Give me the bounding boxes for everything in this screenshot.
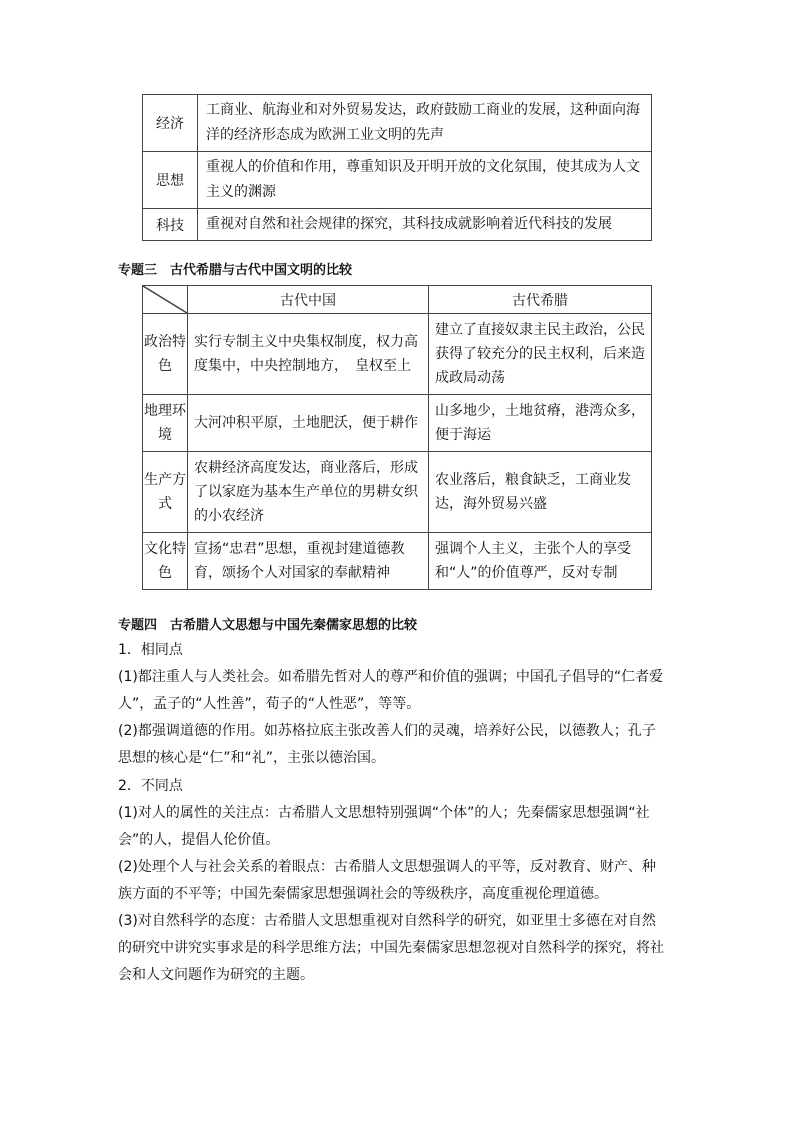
row-label: 经济 [143, 95, 198, 152]
greece-cell: 农业落后，粮食缺乏，工商业发达，海外贸易兴盛 [429, 452, 652, 533]
row-text: 重视人的价值和作用，尊重知识及开明开放的文化氛围，使其成为人文主义的渊源 [198, 152, 652, 209]
header-greece: 古代希腊 [429, 286, 652, 314]
row-text: 重视对自然和社会规律的探究，其科技成就影响着近代科技的发展 [198, 209, 652, 241]
diagonal-line [143, 286, 187, 313]
greece-cell: 山多地少，土地贫瘠，港湾众多，便于海运 [429, 395, 652, 452]
china-cell: 宣扬“忠君”思想，重视封建道德教育，颂扬个人对国家的奉献精神 [188, 533, 429, 590]
china-cell: 实行专制主义中央集权制度，权力高度集中，中央控制地方， 皇权至上 [188, 314, 429, 395]
topic3-heading: 专题三 古代希腊与古代中国文明的比较 [118, 263, 353, 278]
row-label: 地理环境 [143, 395, 188, 452]
china-cell: 农耕经济高度发达，商业落后，形成了以家庭为基本生产单位的男耕女织的小农经济 [188, 452, 429, 533]
diagonal-header-cell [143, 286, 188, 314]
paragraph: (1)对人的属性的关注点：古希腊人文思想特别强调“个体”的人；先秦儒家思想强调“社会”的人，提倡人伦价值。 [118, 805, 650, 848]
section-similarities-title: 1．相同点 [118, 642, 183, 658]
paragraph: (3)对自然科学的态度：古希腊人文思想重视对自然科学的研究，如亚里士多德在对自然的研究中讲究实事求是的科学思维方法；中国先秦儒家思想忽视对自然科学的探究，将社会和人文问题作为研究的主题。 [118, 913, 664, 983]
table-row [143, 152, 652, 209]
section-differences-title: 2．不同点 [118, 778, 183, 794]
table-row [143, 209, 652, 241]
row-text: 工商业、航海业和对外贸易发达，政府鼓励工商业的发展，这种面向海洋的经济形态成为欧洲工业文明的先声 [198, 95, 652, 152]
row-label: 政治特色 [143, 314, 188, 395]
table-row [143, 395, 652, 452]
header-china: 古代中国 [188, 286, 429, 314]
row-label: 思想 [143, 152, 198, 209]
row-label: 科技 [143, 209, 198, 241]
row-label: 生产方式 [143, 452, 188, 533]
greece-features-table [142, 94, 652, 241]
table-row [143, 533, 652, 590]
paragraph: (2)都强调道德的作用。如苏格拉底主张改善人们的灵魂，培养好公民，以德教人；孔子思想的核心是“仁”和“礼”，主张以德治国。 [118, 723, 656, 766]
paragraph: (2)处理个人与社会关系的着眼点：古希腊人文思想强调人的平等，反对教育、财产、种族方面的不平等；中国先秦儒家思想强调社会的等级秩序，高度重视伦理道德。 [118, 859, 656, 902]
table-row [143, 452, 652, 533]
table-row [143, 95, 652, 152]
greece-cell: 强调个人主义，主张个人的享受和“人”的价值尊严，反对专制 [429, 533, 652, 590]
china-cell: 大河冲积平原，土地肥沃，便于耕作 [188, 395, 429, 452]
paragraph: (1)都注重人与人类社会。如希腊先哲对人的尊严和价值的强调；中国孔子倡导的“仁者爱人”，孟子的“人性善”，荀子的“人性恶”，等等。 [118, 669, 664, 712]
table-row [143, 314, 652, 395]
table-header-row [143, 286, 652, 314]
topic4-heading: 专题四 古希腊人文思想与中国先秦儒家思想的比较 [118, 618, 418, 633]
row-label: 文化特色 [143, 533, 188, 590]
comparison-table [142, 285, 652, 590]
greece-cell: 建立了直接奴隶主民主政治，公民获得了较充分的民主权利，后来造成政局动荡 [429, 314, 652, 395]
